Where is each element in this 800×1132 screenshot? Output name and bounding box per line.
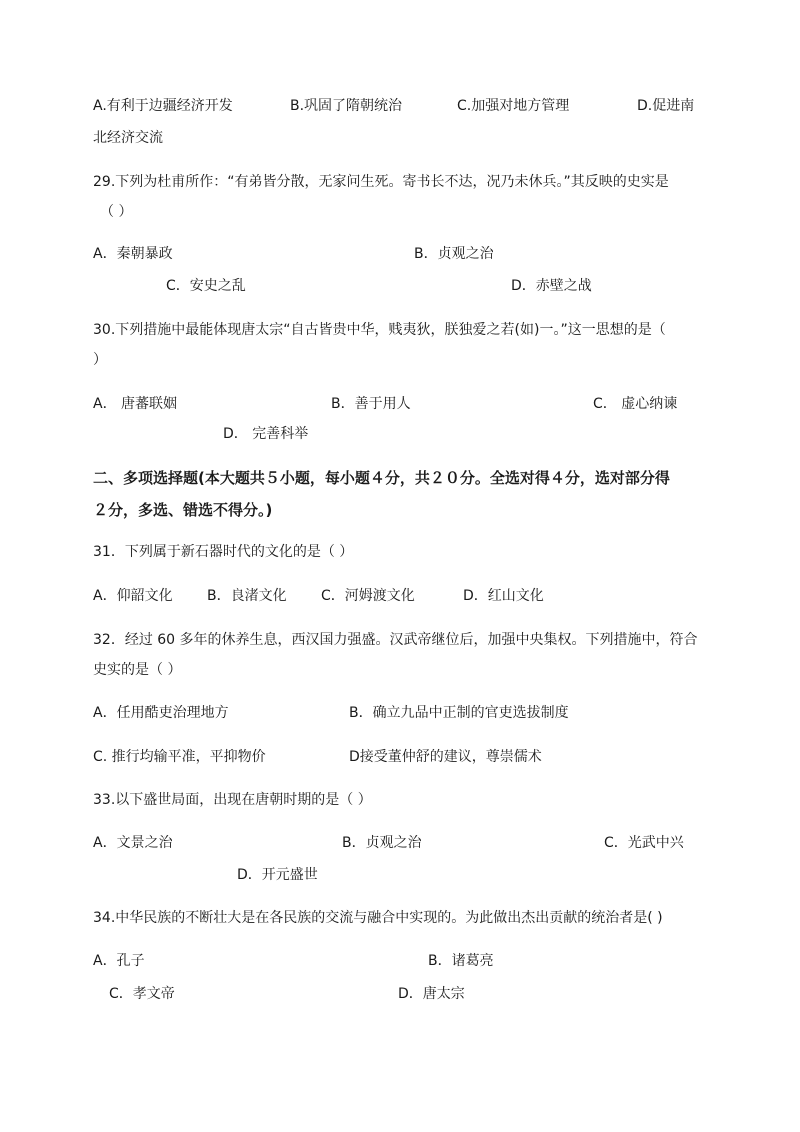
q32-stem-line2: 史实的是（ ） (93, 662, 182, 678)
q32-option-c: C. 推行均输平准，平抑物价 (93, 749, 266, 765)
q34-option-c: C．孝文帝 (109, 986, 175, 1002)
q28-option-d-continued: 北经济交流 (93, 130, 163, 146)
q28-option-a: A.有利于边疆经济开发 (93, 98, 233, 114)
q28-option-b: B.巩固了隋朝统治 (290, 98, 403, 114)
q34-stem: 34.中华民族的不断壮大是在各民族的交流与融合中实现的。为此做出杰出贡献的统治者是( ) (93, 910, 663, 926)
q29-stem: 29.下列为杜甫所作：“有弟皆分散，无家问生死。寄书长不达，况乃未休兵。”其反映的史实是 (93, 174, 669, 190)
section2-heading-line1: 二、多项选择题(本大题共５小题，每小题４分，共２０分。全选对得４分，选对部分得 (93, 469, 670, 487)
q31-option-c: C．河姆渡文化 (321, 588, 415, 604)
q29-option-b: B．贞观之治 (414, 246, 494, 262)
q34-option-a: A．孔子 (93, 953, 145, 969)
q31-option-d: D．红山文化 (463, 588, 544, 604)
q31-option-a: A．仰韶文化 (93, 588, 173, 604)
q32-option-b: B．确立九品中正制的官吏选拔制度 (349, 705, 569, 721)
q30-stem: 30.下列措施中最能体现唐太宗“自古皆贵中华，贱夷狄，朕独爱之若(如)一。”这一思想的是（ (93, 322, 666, 338)
q32-stem-line1: 32．经过 60 多年的休养生息，西汉国力强盛。汉武帝继位后，加强中央集权。下列措施中，符合 (93, 632, 698, 648)
q34-option-d: D．唐太宗 (398, 986, 465, 1002)
q29-answer-paren: （ ） (100, 204, 133, 220)
q32-option-d: D接受董仲舒的建议，尊崇儒术 (349, 749, 542, 765)
q34-option-b: B．诸葛亮 (428, 953, 494, 969)
q30-option-d: D． 完善科举 (223, 426, 309, 442)
section2-heading-line2: ２分，多选、错选不得分。) (93, 501, 273, 519)
q31-stem: 31．下列属于新石器时代的文化的是（ ） (93, 544, 354, 560)
q33-option-a: A．文景之治 (93, 835, 173, 851)
q33-stem: 33.以下盛世局面，出现在唐朝时期的是（ ） (93, 792, 372, 808)
q29-option-c: C．安史之乱 (166, 278, 246, 294)
q32-option-a: A．任用酷吏治理地方 (93, 705, 229, 721)
q30-answer-paren: ） (93, 352, 107, 368)
q28-option-d: D.促进南 (637, 98, 695, 114)
q33-option-d: D．开元盛世 (237, 867, 318, 883)
q29-option-a: A．秦朝暴政 (93, 246, 173, 262)
q31-option-b: B．良渚文化 (207, 588, 287, 604)
q30-option-b: B．善于用人 (331, 396, 411, 412)
q33-option-b: B．贞观之治 (342, 835, 422, 851)
q28-option-c: C.加强对地方管理 (457, 98, 570, 114)
q30-option-c: C． 虚心纳谏 (593, 396, 678, 412)
q33-option-c: C．光武中兴 (604, 835, 684, 851)
q30-option-a: A． 唐蕃联姻 (93, 396, 178, 412)
q29-option-d: D．赤壁之战 (511, 278, 592, 294)
